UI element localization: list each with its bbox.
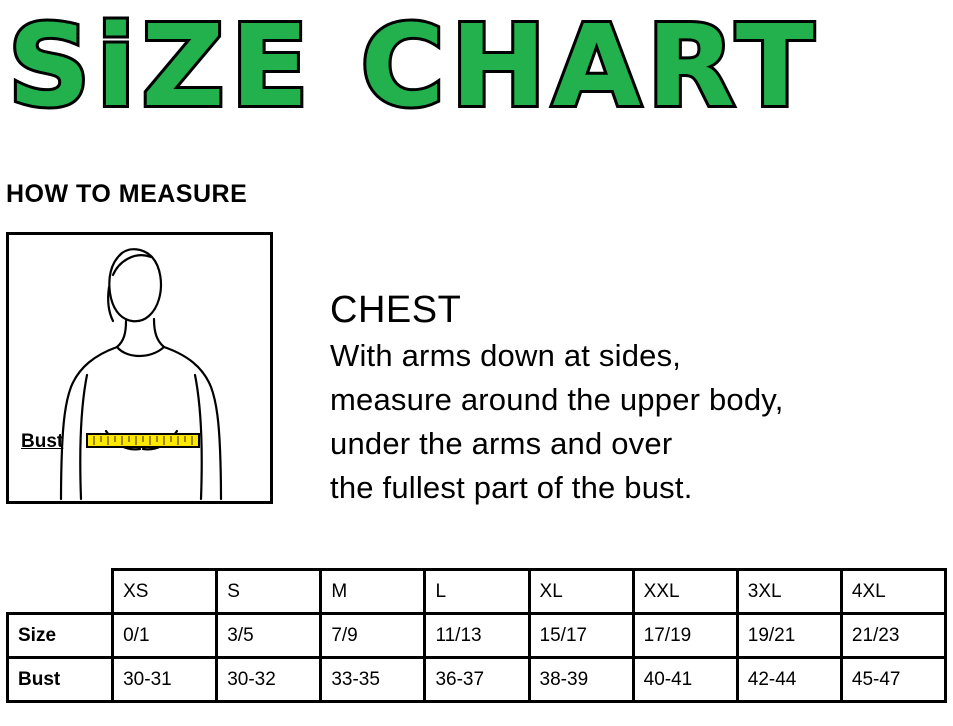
cell-size-xxl: 17/19 — [633, 614, 737, 658]
cell-bust-m: 33-35 — [321, 658, 425, 702]
how-to-measure-heading: HOW TO MEASURE — [6, 180, 248, 208]
row-header-size: Size — [8, 614, 113, 658]
chest-instruction-line: under the arms and over — [330, 426, 673, 461]
cell-size-3xl: 19/21 — [737, 614, 841, 658]
cell-bust-3xl: 42-44 — [737, 658, 841, 702]
column-header-xs: XS — [113, 570, 217, 614]
tape-measure-icon — [87, 434, 199, 447]
bust-label: Bust — [21, 431, 64, 452]
chest-heading: CHEST — [330, 289, 462, 331]
page-title: SiZE CHART — [8, 2, 820, 132]
cell-size-xs: 0/1 — [113, 614, 217, 658]
chest-instructions — [330, 334, 930, 510]
size-chart-table-wrapper — [6, 568, 947, 703]
size-chart-table — [6, 568, 947, 703]
cell-bust-xxl: 40-41 — [633, 658, 737, 702]
chest-instruction-line: the fullest part of the bust. — [330, 470, 693, 505]
table-corner-cell — [8, 570, 113, 614]
cell-bust-4xl: 45-47 — [841, 658, 945, 702]
cell-size-s: 3/5 — [217, 614, 321, 658]
female-torso-icon — [9, 235, 270, 501]
chest-instruction-line: With arms down at sides, — [330, 338, 682, 373]
cell-size-m: 7/9 — [321, 614, 425, 658]
cell-bust-xl: 38-39 — [529, 658, 633, 702]
column-header-xxl: XXL — [633, 570, 737, 614]
column-header-l: L — [425, 570, 529, 614]
column-header-xl: XL — [529, 570, 633, 614]
table-row — [8, 658, 946, 702]
cell-bust-l: 36-37 — [425, 658, 529, 702]
cell-size-xl: 15/17 — [529, 614, 633, 658]
row-header-bust: Bust — [8, 658, 113, 702]
column-header-4xl: 4XL — [841, 570, 945, 614]
column-header-s: S — [217, 570, 321, 614]
table-row — [8, 614, 946, 658]
column-header-3xl: 3XL — [737, 570, 841, 614]
measurement-illustration — [6, 232, 273, 504]
cell-bust-xs: 30-31 — [113, 658, 217, 702]
cell-bust-s: 30-32 — [217, 658, 321, 702]
cell-size-4xl: 21/23 — [841, 614, 945, 658]
column-header-m: M — [321, 570, 425, 614]
chest-instruction-line: measure around the upper body, — [330, 382, 784, 417]
cell-size-l: 11/13 — [425, 614, 529, 658]
page-title-banner — [0, 0, 953, 150]
table-header-row — [8, 570, 946, 614]
chest-description — [330, 288, 930, 510]
